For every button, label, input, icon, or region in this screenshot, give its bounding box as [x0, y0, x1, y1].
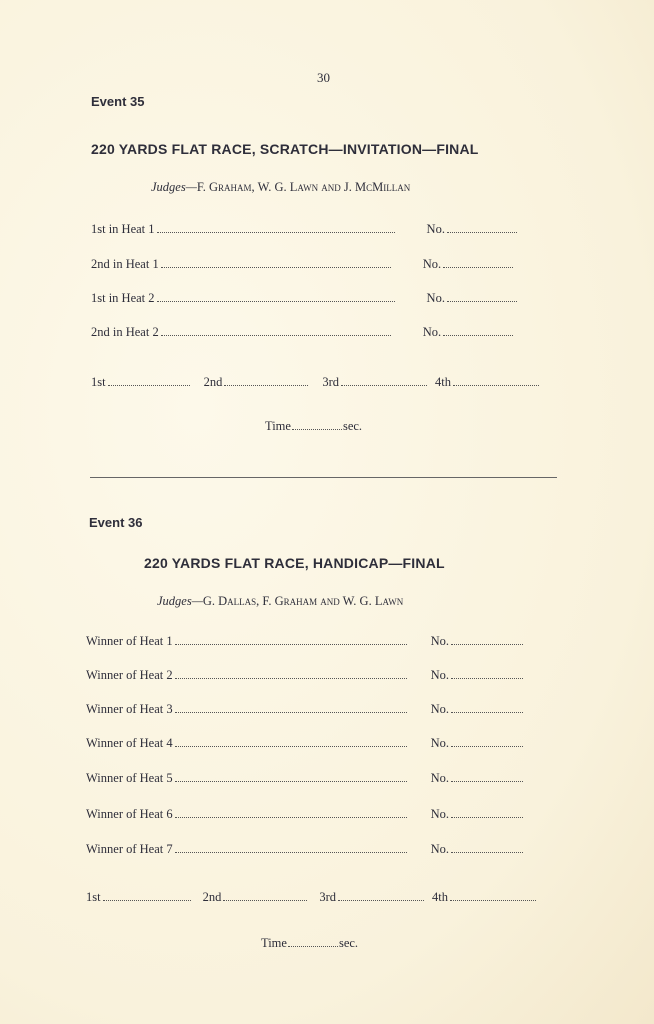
event-35-places: [91, 375, 541, 390]
event-36-time: [261, 936, 358, 951]
write-in-line: [103, 890, 191, 901]
event-35-row-1: [91, 222, 517, 237]
place-3rd: 3rd: [322, 375, 340, 389]
row-label: Winner of Heat 7: [86, 842, 173, 856]
write-in-line: [157, 222, 395, 233]
number-write-in-line: [443, 257, 513, 268]
row-label: 2nd in Heat 2: [91, 325, 159, 339]
judges-prefix: Judges—: [157, 594, 203, 608]
write-in-line: [175, 702, 407, 713]
write-in-line: [108, 375, 190, 386]
time-unit: sec.: [338, 936, 359, 950]
time-label: Time: [265, 419, 291, 433]
row-label: Winner of Heat 1: [86, 634, 173, 648]
event-35-time: [265, 419, 362, 434]
number-write-in-line: [451, 842, 523, 853]
number-label: No.: [426, 291, 445, 305]
write-in-line: [175, 634, 407, 645]
row-label: Winner of Heat 2: [86, 668, 173, 682]
page-number: 30: [317, 70, 330, 85]
write-in-line: [157, 291, 395, 302]
place-2nd: 2nd: [202, 890, 222, 904]
section-divider: [90, 477, 557, 478]
place-4th: 4th: [432, 890, 448, 904]
event-36-row-4: [86, 736, 523, 751]
number-write-in-line: [447, 291, 517, 302]
event-36-row-6: [86, 807, 523, 822]
event-35-label: Event 35: [91, 94, 145, 109]
event-36-label: Event 36: [89, 515, 143, 530]
row-label: Winner of Heat 5: [86, 771, 173, 785]
event-36-row-5: [86, 771, 523, 786]
write-in-line: [161, 325, 391, 336]
event-35-row-3: [91, 291, 517, 306]
write-in-line: [161, 257, 391, 268]
write-in-line: [341, 375, 427, 386]
place-4th: 4th: [435, 375, 451, 389]
write-in-line: [292, 419, 342, 430]
number-label: No.: [430, 736, 450, 750]
event-35-row-4: [91, 325, 513, 340]
row-label: Winner of Heat 4: [86, 736, 173, 750]
place-1st: 1st: [86, 890, 101, 904]
number-write-in-line: [447, 222, 517, 233]
number-label: No.: [430, 668, 450, 682]
write-in-line: [175, 807, 407, 818]
number-label: No.: [430, 702, 450, 716]
write-in-line: [453, 375, 539, 386]
number-label: No.: [430, 634, 450, 648]
event-35-judges: [151, 180, 410, 195]
number-write-in-line: [451, 807, 523, 818]
number-label: No.: [430, 771, 450, 785]
number-write-in-line: [451, 634, 523, 645]
event-36-row-3: [86, 702, 523, 717]
event-36-row-1: [86, 634, 523, 649]
number-label: No.: [426, 222, 445, 236]
number-write-in-line: [451, 668, 523, 679]
number-label: No.: [422, 325, 442, 339]
place-1st: 1st: [91, 375, 106, 389]
write-in-line: [450, 890, 536, 901]
number-write-in-line: [451, 736, 523, 747]
write-in-line: [223, 890, 307, 901]
number-label: No.: [422, 257, 442, 271]
write-in-line: [175, 842, 407, 853]
row-label: 1st in Heat 2: [91, 291, 155, 305]
time-label: Time: [261, 936, 287, 950]
write-in-line: [288, 936, 338, 947]
write-in-line: [175, 736, 407, 747]
row-label: 1st in Heat 1: [91, 222, 155, 236]
event-36-row-7: [86, 842, 523, 857]
time-unit: sec.: [342, 419, 363, 433]
row-label: Winner of Heat 3: [86, 702, 173, 716]
row-label: 2nd in Heat 1: [91, 257, 159, 271]
judges-names: F. Graham, W. G. Lawn and J. McMillan: [196, 180, 411, 194]
place-2nd: 2nd: [203, 375, 223, 389]
write-in-line: [338, 890, 424, 901]
write-in-line: [175, 771, 407, 782]
number-write-in-line: [451, 771, 523, 782]
event-36-judges: [157, 594, 403, 609]
write-in-line: [224, 375, 308, 386]
event-35-title: 220 YARDS FLAT RACE, SCRATCH—INVITATION—FINAL: [91, 141, 479, 157]
number-write-in-line: [451, 702, 523, 713]
judges-names: G. Dallas, F. Graham and W. G. Lawn: [202, 594, 404, 608]
place-3rd: 3rd: [319, 890, 337, 904]
row-label: Winner of Heat 6: [86, 807, 173, 821]
write-in-line: [175, 668, 407, 679]
number-label: No.: [430, 807, 450, 821]
number-label: No.: [430, 842, 450, 856]
event-35-row-2: [91, 257, 513, 272]
event-36-title: 220 YARDS FLAT RACE, HANDICAP—FINAL: [144, 555, 445, 571]
event-36-places: [86, 890, 538, 905]
judges-prefix: Judges—: [151, 180, 197, 194]
number-write-in-line: [443, 325, 513, 336]
event-36-row-2: [86, 668, 523, 683]
